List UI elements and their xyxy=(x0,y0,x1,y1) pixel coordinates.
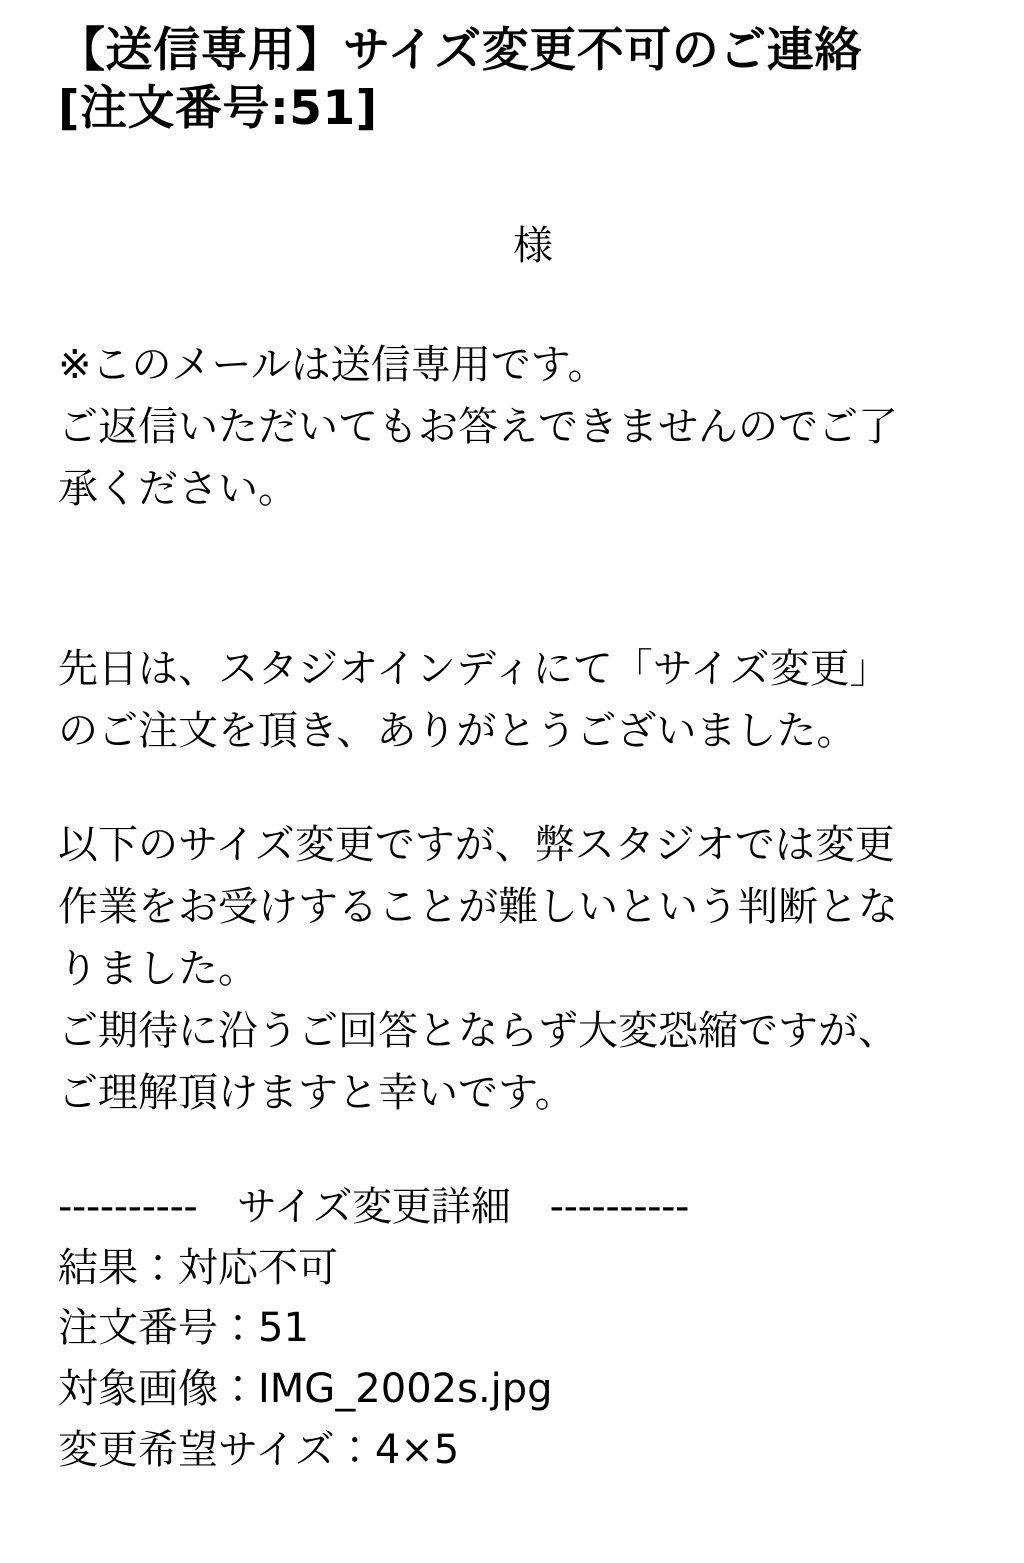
notice-block xyxy=(58,334,966,520)
rejection-block xyxy=(58,814,966,1124)
thanks-line-2: のご注文を頂き、ありがとうございました。 xyxy=(58,707,857,754)
detail-row xyxy=(58,1238,966,1299)
details-list xyxy=(58,1238,966,1481)
detail-row xyxy=(58,1298,966,1359)
rejection-line-4: ご期待に沿うご回答とならず大変恐縮ですが、 xyxy=(58,1007,898,1054)
notice-line-3: 承ください。 xyxy=(58,465,298,512)
detail-value: 51 xyxy=(258,1305,309,1352)
email-subject: 【送信専用】サイズ変更不可のご連絡 [注文番号:51] xyxy=(58,23,910,136)
rejection-line-1: 以下のサイズ変更ですが、弊スタジオでは変更 xyxy=(58,821,895,868)
rejection-line-5: ご理解頂けますと幸いです。 xyxy=(58,1069,575,1116)
detail-value: IMG_2002s.jpg xyxy=(258,1366,553,1413)
email-salutation: 様 xyxy=(513,222,553,269)
spacer-1 xyxy=(58,520,966,638)
detail-row xyxy=(58,1359,966,1420)
thanks-line-1: 先日は、スタジオインディにて「サイズ変更」 xyxy=(58,645,890,692)
thanks-block xyxy=(58,638,966,762)
detail-value: 4×5 xyxy=(374,1426,460,1473)
spacer-2 xyxy=(58,762,966,814)
notice-line-1: ※このメールは送信専用です。 xyxy=(58,341,608,388)
spacer-3 xyxy=(58,1124,966,1176)
notice-line-2: ご返信いただいてもお答えできませんのでご了 xyxy=(58,403,898,450)
detail-label: 対象画像： xyxy=(58,1366,258,1413)
detail-value: 対応不可 xyxy=(178,1244,338,1291)
detail-row xyxy=(58,1420,966,1481)
rejection-line-2: 作業をお受けすることが難しいという判断とな xyxy=(58,883,898,930)
detail-label: 注文番号： xyxy=(58,1305,258,1352)
detail-label: 結果： xyxy=(58,1244,178,1291)
details-section-header: ---------- サイズ変更詳細 ---------- xyxy=(58,1183,689,1230)
detail-label: 変更希望サイズ： xyxy=(58,1426,375,1473)
rejection-line-3: りました。 xyxy=(58,945,258,992)
